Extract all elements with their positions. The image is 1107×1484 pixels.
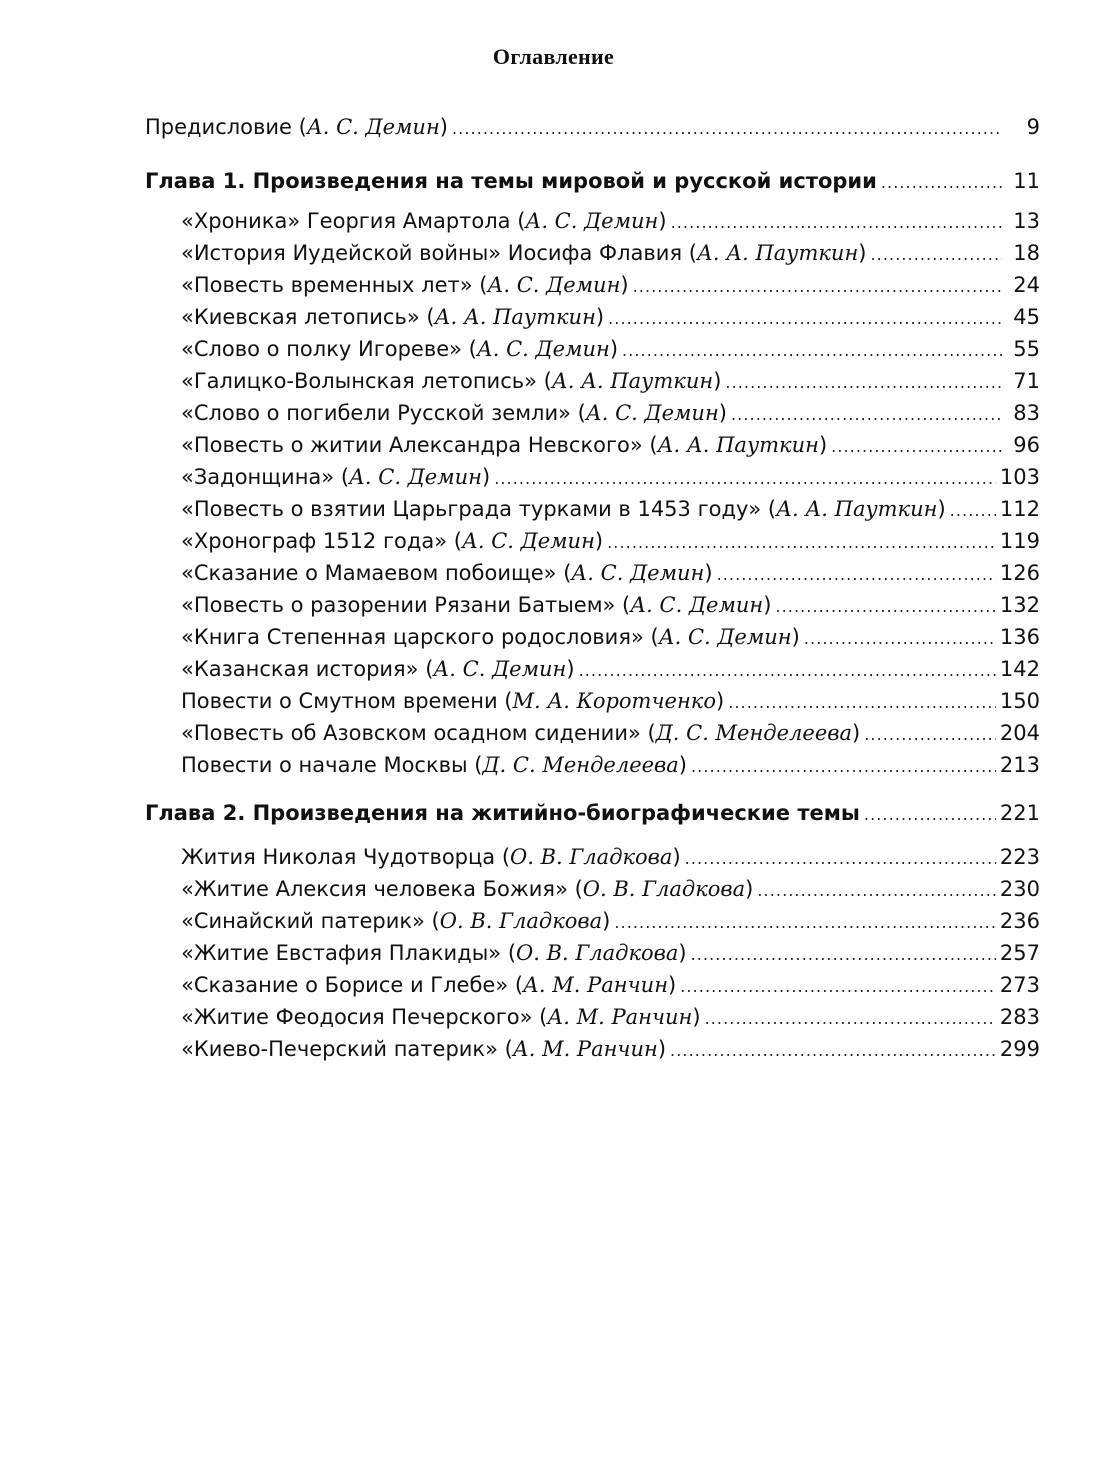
entry-title: «Повесть о взятии Царьграда турками в 1453 году» (А. А. Пауткин)	[181, 497, 946, 521]
entry-title: «Хронограф 1512 года» (А. С. Демин)	[181, 529, 604, 553]
page-number: 9	[1026, 115, 1040, 139]
toc-entry[interactable]	[181, 270, 1040, 300]
entry-title: «Киевская летопись» (А. А. Пауткин)	[181, 305, 605, 329]
toc-entry[interactable]	[181, 750, 1040, 780]
dot-leader	[670, 1034, 996, 1066]
dot-leader	[731, 398, 1002, 430]
entry-title: «Повесть о разорении Рязани Батыем» (А. С. Демин)	[181, 593, 772, 617]
page-number: 204	[999, 721, 1040, 745]
dot-leader	[950, 494, 996, 526]
toc-entry[interactable]	[181, 1002, 1040, 1032]
dot-leader	[579, 654, 996, 686]
toc-entry[interactable]	[181, 430, 1040, 460]
toc-entry[interactable]	[181, 462, 1040, 492]
toc-entry[interactable]	[181, 1034, 1040, 1064]
toc-entry-preface[interactable]	[145, 112, 1040, 142]
toc-entry[interactable]	[181, 334, 1040, 364]
page-number: 13	[1013, 209, 1040, 233]
page-number: 257	[999, 941, 1040, 965]
toc-entry[interactable]	[181, 206, 1040, 236]
chapter-heading-2[interactable]	[145, 798, 1040, 828]
entry-title: «Житие Алексия человека Божия» (О. В. Гладкова)	[181, 877, 754, 901]
entry-title: «Житие Феодосия Печерского» (А. М. Ранчин)	[181, 1005, 701, 1029]
page-number: 132	[999, 593, 1040, 617]
dot-leader	[633, 270, 1002, 302]
dot-leader	[871, 238, 1003, 270]
entry-title: «История Иудейской войны» Иосифа Флавия (А. А. Пауткин)	[181, 241, 867, 265]
page-number: 126	[999, 561, 1040, 585]
entry-title: «Задонщина» (А. С. Демин)	[181, 465, 491, 489]
toc-entry[interactable]	[181, 526, 1040, 556]
dot-leader	[864, 718, 996, 750]
chapter-heading-1[interactable]	[145, 166, 1040, 196]
dot-leader	[728, 686, 996, 718]
chapter-title: Глава 2. Произведения на житийно-биографические темы	[145, 801, 860, 825]
entry-title: «Книга Степенная царского родословия» (А. С. Демин)	[181, 625, 800, 649]
dot-leader	[725, 366, 1002, 398]
toc-entry[interactable]	[181, 874, 1040, 904]
entry-title: «Казанская история» (А. С. Демин)	[181, 657, 575, 681]
dot-leader	[622, 334, 1002, 366]
toc-entry[interactable]	[181, 366, 1040, 396]
dot-leader	[680, 970, 996, 1002]
toc-entry[interactable]	[181, 938, 1040, 968]
dot-leader	[705, 1002, 996, 1034]
page-number: 55	[1013, 337, 1040, 361]
entry-title: Повести о начале Москвы (Д. С. Менделеева)	[181, 753, 687, 777]
dot-leader	[671, 206, 1002, 238]
dot-leader	[717, 558, 996, 590]
page-number: 96	[1013, 433, 1040, 457]
page-number: 11	[1013, 169, 1040, 193]
dot-leader	[691, 938, 996, 970]
entry-title: Жития Николая Чудотворца (О. В. Гладкова)	[181, 845, 681, 869]
page-number: 221	[999, 801, 1040, 825]
dot-leader	[607, 526, 996, 558]
dot-leader	[881, 166, 1002, 198]
page-number: 150	[999, 689, 1040, 713]
toc-entry[interactable]	[181, 494, 1040, 524]
toc-entry[interactable]	[181, 302, 1040, 332]
page-number: 45	[1013, 305, 1040, 329]
page-number: 71	[1013, 369, 1040, 393]
entry-title: «Слово о полку Игореве» (А. С. Демин)	[181, 337, 619, 361]
entry-title: «Повесть об Азовском осадном сидении» (Д. С. Менделеева)	[181, 721, 861, 745]
entry-title: «Сказание о Мамаевом побоище» (А. С. Демин)	[181, 561, 713, 585]
toc-entry[interactable]	[181, 842, 1040, 872]
page-number: 24	[1013, 273, 1040, 297]
page-number: 213	[999, 753, 1040, 777]
entry-title: «Галицко-Волынская летопись» (А. А. Пауткин)	[181, 369, 722, 393]
page-number: 230	[999, 877, 1040, 901]
entry-title: «Киево-Печерский патерик» (А. М. Ранчин)	[181, 1037, 667, 1061]
toc-entry[interactable]	[181, 718, 1040, 748]
dot-leader	[608, 302, 1002, 334]
page-number: 119	[999, 529, 1040, 553]
page-number: 236	[999, 909, 1040, 933]
page-number: 136	[999, 625, 1040, 649]
page-number: 142	[999, 657, 1040, 681]
toc-entry[interactable]	[181, 622, 1040, 652]
page-number: 83	[1013, 401, 1040, 425]
dot-leader	[864, 798, 996, 830]
page-number: 103	[999, 465, 1040, 489]
page-number: 299	[999, 1037, 1040, 1061]
entry-title: «Повесть о житии Александра Невского» (А. А. Пауткин)	[181, 433, 828, 457]
entry-title: Предисловие (А. С. Демин)	[145, 115, 448, 139]
entry-title: «Сказание о Борисе и Глебе» (А. М. Ранчин)	[181, 973, 677, 997]
page-title: Оглавление	[492, 44, 615, 69]
dot-leader	[831, 430, 1002, 462]
toc-entry[interactable]	[181, 970, 1040, 1000]
toc-entry[interactable]	[181, 906, 1040, 936]
dot-leader	[757, 874, 996, 906]
toc-entry[interactable]	[181, 238, 1040, 268]
page-number: 283	[999, 1005, 1040, 1029]
dot-leader	[691, 750, 996, 782]
entry-title: «Хроника» Георгия Амартола (А. С. Демин)	[181, 209, 667, 233]
toc-entry[interactable]	[181, 654, 1040, 684]
page-number: 18	[1013, 241, 1040, 265]
dot-leader	[775, 590, 995, 622]
entry-title: «Слово о погибели Русской земли» (А. С. Демин)	[181, 401, 727, 425]
dot-leader	[685, 842, 996, 874]
dot-leader	[494, 462, 996, 494]
entry-title: «Житие Евстафия Плакиды» (О. В. Гладкова)	[181, 941, 687, 965]
page-number: 223	[999, 845, 1040, 869]
dot-leader	[614, 906, 996, 938]
entry-title: «Синайский патерик» (О. В. Гладкова)	[181, 909, 611, 933]
page-number: 273	[999, 973, 1040, 997]
dot-leader	[452, 112, 1002, 144]
entry-title: Повести о Смутном времени (М. А. Коротченко)	[181, 689, 725, 713]
entry-title: «Повесть временных лет» (А. С. Демин)	[181, 273, 629, 297]
toc-entry[interactable]	[181, 686, 1040, 716]
chapter-title: Глава 1. Произведения на темы мировой и русской истории	[145, 169, 877, 193]
toc-entry[interactable]	[181, 398, 1040, 428]
toc-entry[interactable]	[181, 590, 1040, 620]
dot-leader	[804, 622, 996, 654]
toc-entry[interactable]	[181, 558, 1040, 588]
page-number: 112	[999, 497, 1040, 521]
